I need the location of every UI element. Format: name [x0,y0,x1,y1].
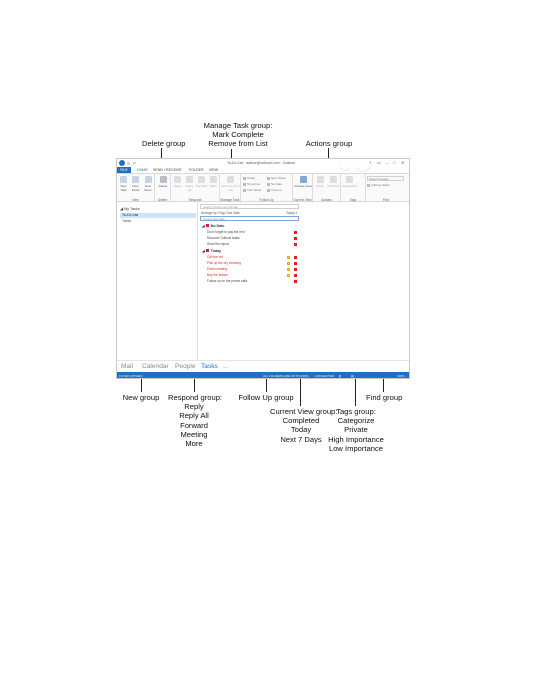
search-people-input[interactable]: Search People [367,176,404,181]
new-group-callout: New group [122,393,160,402]
normal-view-icon[interactable]: ▮ [339,374,341,378]
task-subject: Discover Outlook tasks [207,236,240,240]
forward-icon [198,176,205,183]
follow-up-this-week[interactable] [243,188,261,192]
change-view-button[interactable] [294,176,312,188]
flag-icon [267,183,270,186]
ribbon-group-respond [171,174,220,203]
ribbon-group-find [366,174,406,203]
ribbon-group-new-label: New [132,198,139,202]
follow-up-callout: Follow Up group [238,393,294,402]
ribbon [117,173,409,202]
title-bar [117,159,409,167]
sort-select[interactable]: Today ▾ [286,211,298,215]
change-view-icon [300,176,307,183]
ribbon-group-actions [313,174,341,203]
move-label: Move [316,184,324,188]
onenote-label: OneNote [327,184,340,188]
task-item[interactable] [207,255,299,260]
respond-callout-line1: Respond group: [168,393,223,402]
follow-up-today[interactable] [243,176,255,180]
change-view-label: Change View [294,184,312,188]
tags-callout-line1: Tags group: [336,407,376,416]
onenote-button[interactable] [327,176,340,188]
current-view-callout-line3: Today [290,425,312,435]
manage-task-callout [197,121,279,149]
reply-label: Reply [173,184,182,188]
reminder-bell-icon [287,268,290,271]
reading-view-icon[interactable]: ▤ [351,374,354,378]
nav-mail[interactable]: Mail [121,363,134,370]
manage-task-callout-line2: Mark Complete [212,130,264,140]
more-respond-button[interactable] [208,176,219,188]
manage-task-callout-line1: Manage Task group: [203,121,273,130]
reply-all-label: Reply All [185,184,194,192]
section-today-label: Today [210,249,222,253]
task-item[interactable] [207,267,299,272]
ribbon-group-manage-task [220,174,241,203]
move-button[interactable] [314,176,326,188]
ribbon-group-follow-up [241,174,293,203]
ribbon-group-actions-label: Actions [321,198,332,202]
reply-icon [174,176,181,183]
nav-people[interactable]: People [175,363,196,370]
section-header-today[interactable]: ◢ Today [202,249,222,253]
new-task-label: New Task [120,184,127,192]
task-item[interactable] [207,230,299,235]
address-book-icon [367,184,370,187]
delete-button[interactable] [157,176,169,188]
forward-button[interactable] [196,176,207,188]
follow-up-no-date[interactable] [267,182,282,186]
categorize-label: Categorize [342,184,357,188]
status-folders: ALL FOLDERS ARE UP TO DATE [263,374,309,378]
ribbon-group-delete-label: Delete [157,198,168,202]
new-email-label: New Email [131,184,140,192]
ribbon-group-current-view [293,174,313,203]
nav-tasks[interactable]: Tasks [201,363,218,370]
current-view-callout-line1: Current View group: [270,407,338,416]
flag-icon[interactable] [294,243,297,246]
respond-callout-line5: Meeting [180,429,208,439]
task-subject: Follow up on the phone calls [207,279,248,283]
ribbon-group-delete [155,174,171,203]
task-subject: Pick up the dry cleaning [207,261,241,265]
current-view-callout [270,407,338,444]
remove-from-list-icon [227,176,234,183]
new-task-icon [120,176,127,183]
ribbon-group-follow-up-label: Follow Up [259,198,274,202]
navigation-bar [117,360,409,372]
flag-icon[interactable] [294,231,297,234]
outlook-icon [119,160,125,166]
ribbon-group-manage-task-label: Manage Task [220,198,240,202]
follow-up-tomorrow[interactable] [243,182,260,186]
nav-item-to-do-list[interactable]: To-Do List [120,213,196,218]
status-connected: CONNECTED [315,374,335,378]
reply-all-icon [186,176,193,183]
address-book-button[interactable] [367,183,390,187]
nav-calendar[interactable]: Calendar [142,363,169,370]
close-icon[interactable]: ✕ [401,160,405,165]
new-task-button[interactable] [118,176,129,192]
follow-up-tomorrow-label: Tomorrow [247,182,261,186]
my-tasks-header[interactable]: ◢ My Tasks [120,207,140,211]
follow-up-no-date-label: No Date [271,182,283,186]
ribbon-group-respond-label: Respond [188,198,202,202]
task-item[interactable] [207,273,299,278]
follow-up-next-week-label: Next Week [271,176,286,180]
follow-up-custom[interactable] [267,188,281,192]
reply-all-button[interactable] [184,176,195,192]
actions-group-callout: Actions group [305,139,353,148]
reminder-bell-icon [287,274,290,277]
tags-group-callout [326,407,386,453]
follow-up-this-week-label: This Week [247,188,262,192]
flag-icon [206,249,209,252]
flag-icon[interactable] [294,274,297,277]
respond-group-callout [168,393,223,449]
more-respond-label: More [210,184,217,188]
minimize-icon[interactable]: – [386,160,389,165]
tab-send-receive[interactable]: SEND / RECEIVE [153,168,182,172]
delete-icon [160,176,167,183]
flag-icon [243,177,246,180]
remove-from-list-button[interactable] [221,176,240,192]
respond-callout-line3: Reply All [179,411,209,421]
flag-icon [267,177,270,180]
tab-file[interactable]: FILE [117,167,131,173]
categorize-button[interactable] [342,176,357,188]
search-input[interactable]: Search To-Do List (Ctrl+E) [200,204,299,209]
outlook-window [116,158,410,379]
task-item[interactable] [207,242,299,247]
flag-icon[interactable] [294,268,297,271]
ribbon-options-icon[interactable]: ▭ [377,160,381,165]
respond-callout-line6: More [185,439,203,449]
flag-icon [206,224,209,227]
more-icon [210,176,217,183]
current-view-callout-line4: Next 7 Days [280,434,322,444]
reminder-bell-icon [287,262,290,265]
delete-group-callout: Delete group [142,139,186,148]
flag-icon[interactable] [294,262,297,265]
ribbon-group-current-view-label: Current View [293,198,312,202]
task-subject: Buy the tickets [207,273,228,277]
manage-task-callout-line3: Remove from List [208,139,268,149]
respond-callout-line4: Forward [180,420,208,430]
section-no-date-label: No Date [210,224,225,228]
reply-button[interactable] [172,176,183,188]
address-book-label: Address Book [371,183,390,187]
follow-up-custom-label: Custom [271,188,282,192]
new-email-icon [132,176,139,183]
tags-callout-line2: Categorize [337,416,375,426]
task-subject: Don't forget to pay the rent [207,230,245,234]
nav-more[interactable]: ... [223,363,229,370]
new-email-button[interactable] [130,176,141,192]
maximize-icon[interactable]: □ [393,160,396,165]
task-item[interactable] [207,279,299,284]
task-subject: Finish reading [207,267,228,271]
task-list-pane [199,202,410,360]
tags-callout-line4: High Importance [328,434,384,444]
find-group-callout: Find group [366,393,403,402]
nav-item-tasks[interactable]: Tasks [122,219,132,223]
task-subject: Call the vet [207,255,223,259]
help-icon[interactable]: ? [369,160,372,165]
current-view-callout-line2: Completed [282,416,320,426]
delete-label: Delete [158,184,168,188]
tags-callout-line3: Private [344,425,368,435]
flag-icon [243,189,246,192]
section-header-no-date[interactable]: ◢ No Date [202,224,225,228]
window-title: To-Do List - author@outlook.com - Outlook [227,161,296,165]
send-receive-icon[interactable]: ⟳ [127,161,131,166]
reminder-bell-icon [287,256,290,259]
folder-pane [117,202,198,360]
undo-icon[interactable]: ↶ [133,161,137,166]
flag-icon [267,189,270,192]
my-tasks-label: My Tasks [123,207,140,211]
flag-icon [243,183,246,186]
task-item[interactable] [207,236,299,241]
follow-up-next-week[interactable] [267,176,286,180]
tab-view[interactable]: VIEW [209,168,219,172]
status-filter: FILTER APPLIED [119,374,143,378]
arrange-by[interactable]: Arrange by: Flag: Due Date [201,211,240,215]
tags-callout-line5: Low Importance [328,443,384,453]
flag-icon[interactable] [294,280,297,283]
ribbon-group-find-label: Find [382,198,390,202]
forward-label: Forward [196,184,208,188]
follow-up-today-label: Today [247,176,256,180]
task-subject: Send the report [207,242,229,246]
flag-icon[interactable] [294,237,297,240]
new-items-label: New Items [144,184,152,192]
categorize-icon [346,176,353,183]
flag-icon[interactable] [294,256,297,259]
new-task-input[interactable]: Type a new task [200,216,299,221]
remove-from-list-label: Remove from List [221,184,240,192]
ribbon-group-tags-label: Tags [349,198,357,202]
ribbon-group-new [117,174,155,203]
respond-callout-line2: Reply [184,402,204,412]
tab-folder[interactable]: FOLDER [189,168,204,172]
tab-home[interactable]: HOME [137,168,148,172]
ribbon-group-tags [341,174,366,203]
sort-select-value: Today [286,211,295,215]
move-icon [317,176,324,183]
task-item[interactable] [207,261,299,266]
status-bar [117,372,409,379]
zoom-level: 100% [397,374,405,378]
new-items-button[interactable] [142,176,154,192]
new-items-icon [145,176,152,183]
onenote-icon [330,176,337,183]
